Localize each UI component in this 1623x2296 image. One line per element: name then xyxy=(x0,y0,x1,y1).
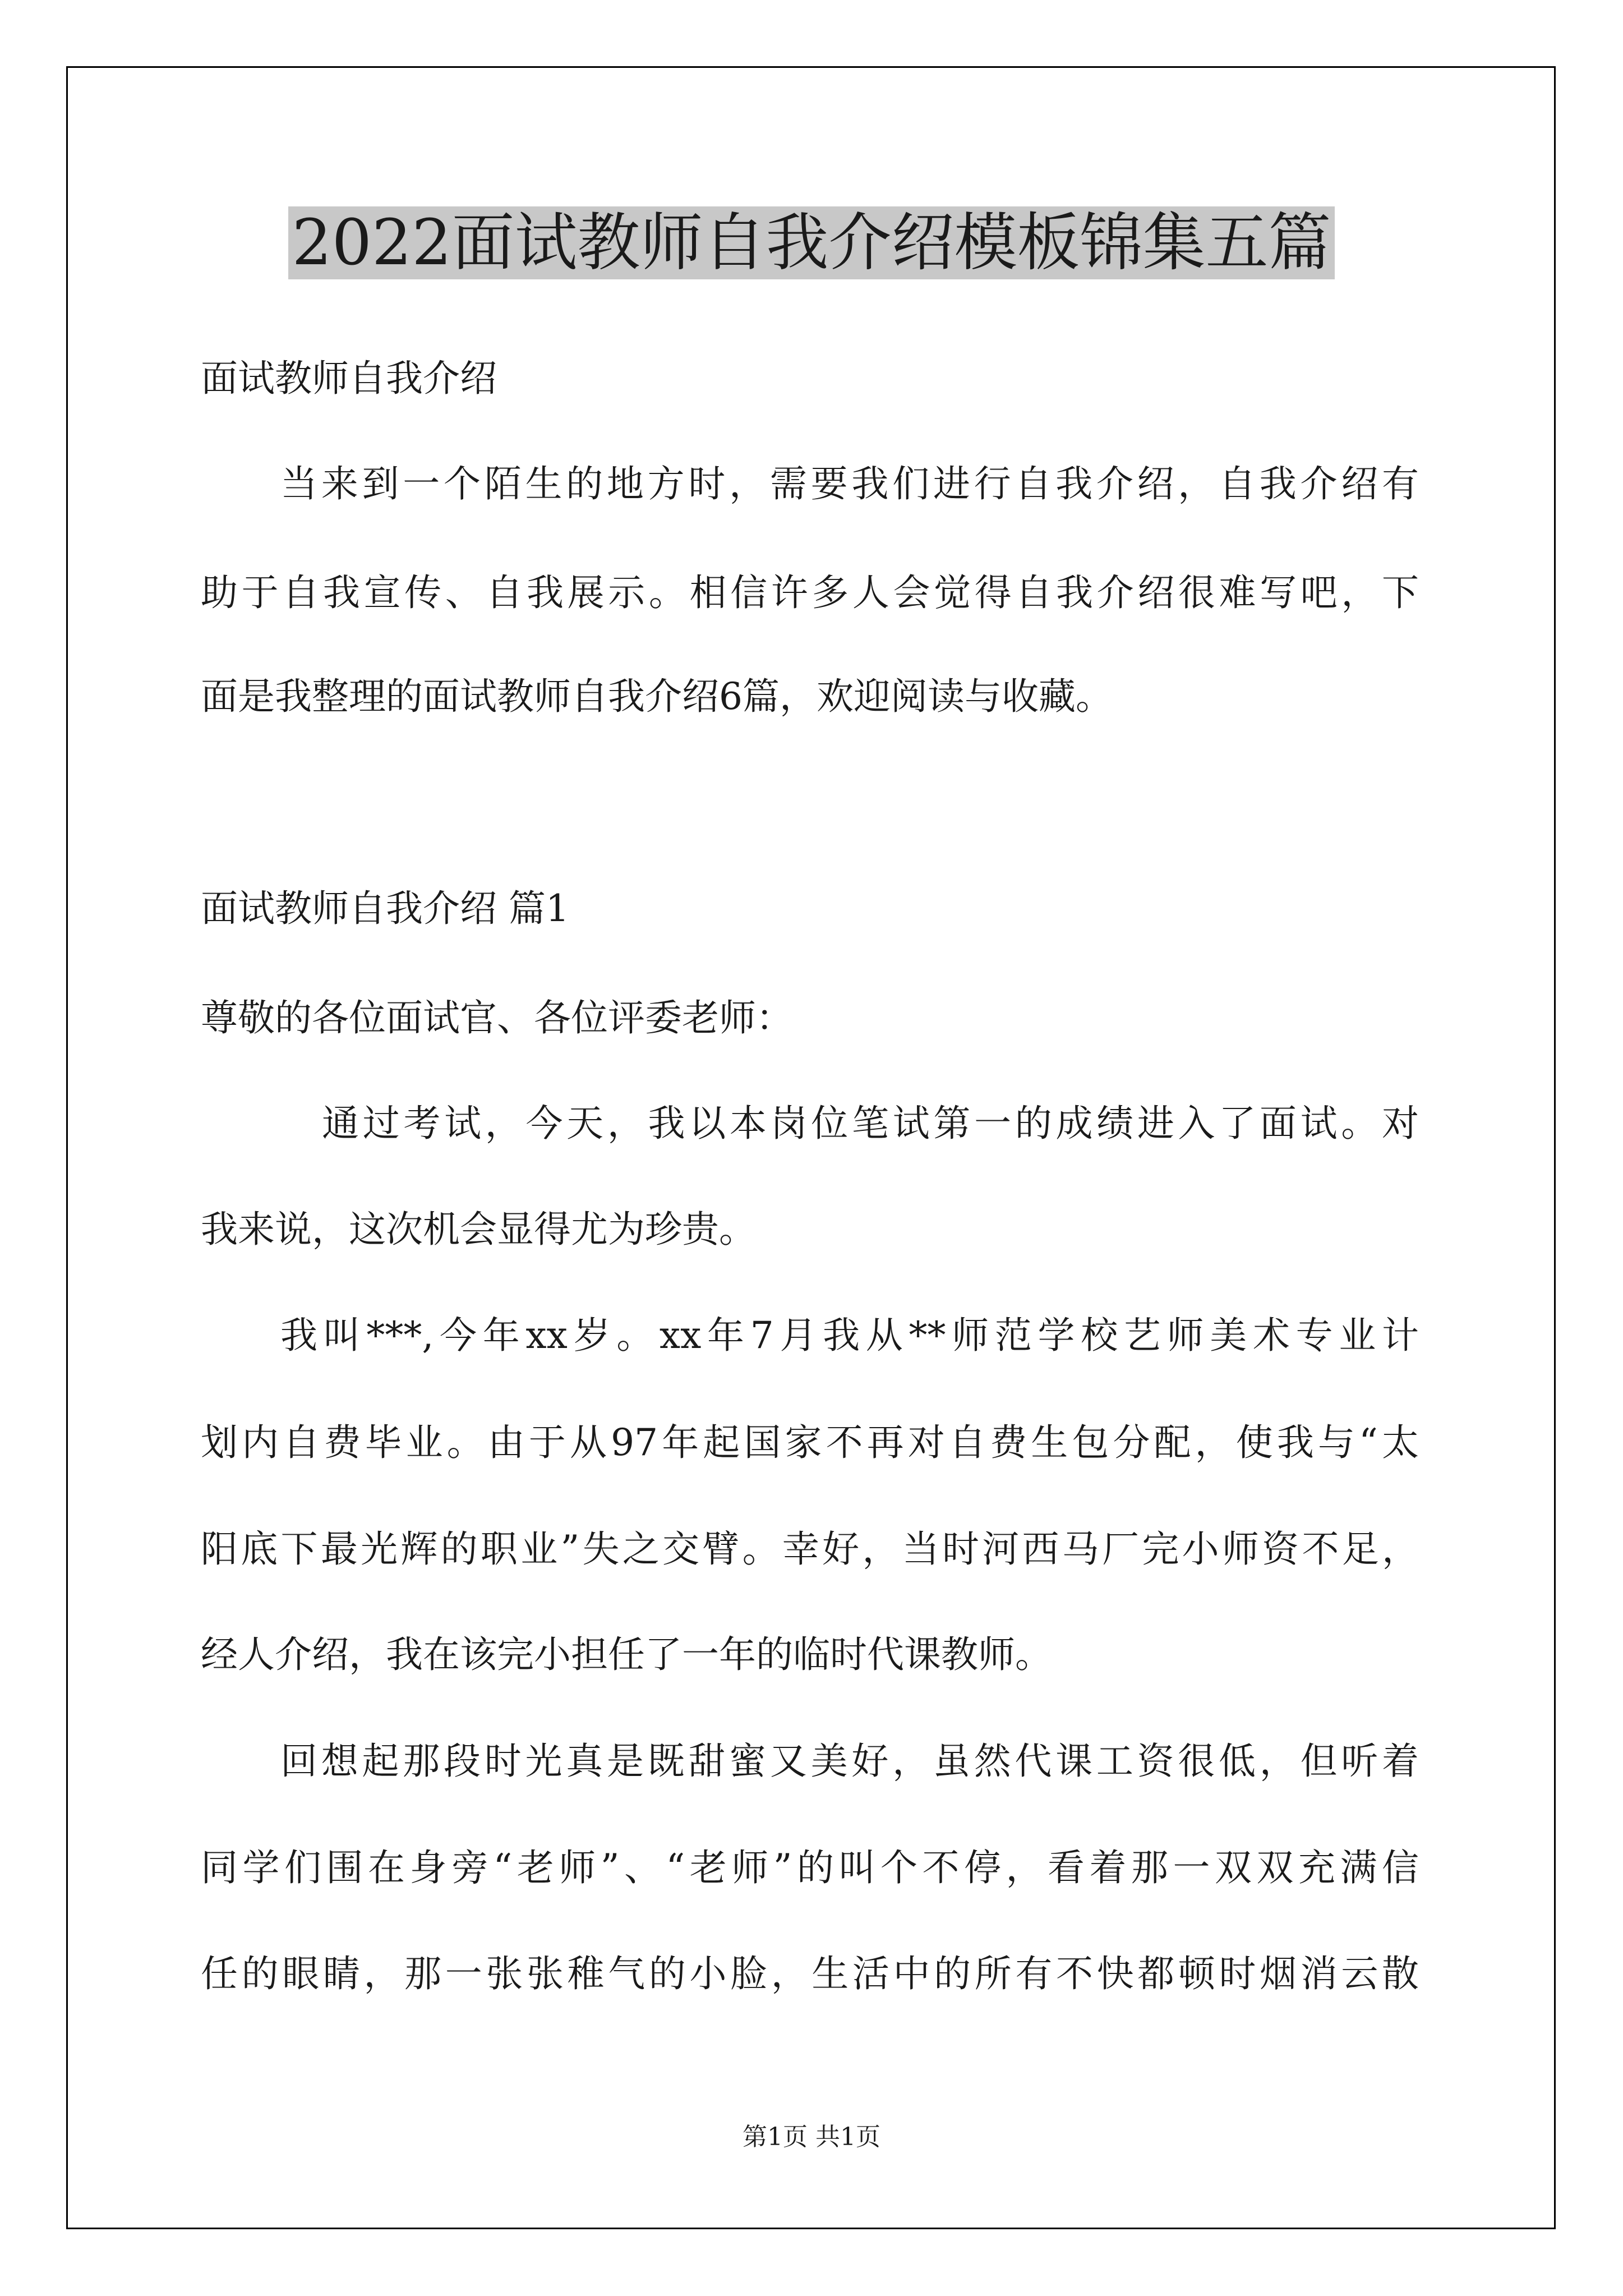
page-footer: 第1页 共1页 xyxy=(743,2123,880,2151)
paragraph-line: 我叫***,今年xx岁。xx年7月我从**师范学校艺师美术专业计 xyxy=(280,1314,1419,1357)
paragraph-line: 助于自我宣传、自我展示。相信许多人会觉得自我介绍很难写吧，下 xyxy=(201,571,1419,614)
paragraph-line: 面是我整理的面试教师自我介绍6篇，欢迎阅读与收藏。 xyxy=(201,675,1113,718)
paragraph-line: 经人介绍，我在该完小担任了一年的临时代课教师。 xyxy=(201,1633,1052,1676)
paragraph-line: 通过考试，今天，我以本岗位笔试第一的成绩进入了面试。对 xyxy=(322,1102,1419,1145)
paragraph-line: 当来到一个陌生的地方时，需要我们进行自我介绍，自我介绍有 xyxy=(280,462,1419,505)
paragraph-line: 任的眼睛，那一张张稚气的小脸，生活中的所有不快都顿时烟消云散 xyxy=(201,1952,1419,1995)
paragraph-line: 我来说，这次机会显得尤为珍贵。 xyxy=(201,1208,756,1251)
document-title: 2022面试教师自我介绍模板锦集五篇 xyxy=(0,201,1623,285)
paragraph-line: 划内自费毕业。由于从97年起国家不再对自费生包分配，使我与“太 xyxy=(201,1421,1419,1464)
paragraph-line: 阳底下最光辉的职业”失之交臂。幸好，当时河西马厂完小师资不足， xyxy=(201,1527,1419,1571)
paragraph-line: 回想起那段时光真是既甜蜜又美好，虽然代课工资很低，但听着 xyxy=(280,1740,1419,1783)
greeting-line: 尊敬的各位面试官、各位评委老师： xyxy=(201,996,793,1039)
section-heading: 面试教师自我介绍 篇1 xyxy=(201,887,569,930)
section-heading: 面试教师自我介绍 xyxy=(201,357,497,400)
paragraph-line: 同学们围在身旁“老师”、“老师”的叫个不停，看着那一双双充满信 xyxy=(201,1846,1419,1889)
